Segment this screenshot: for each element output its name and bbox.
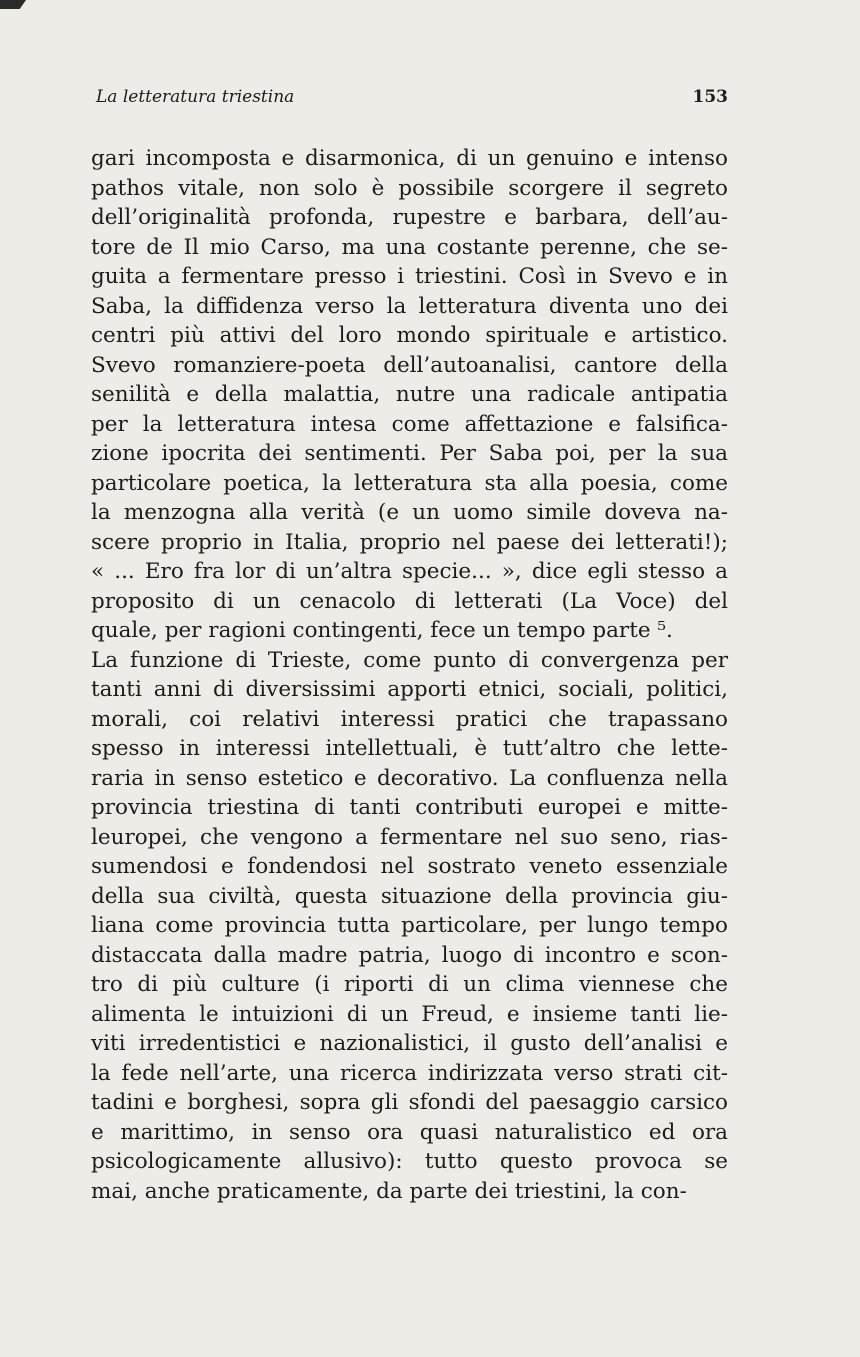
text-line: psicologicamente allusivo): tutto questo provoca se	[91, 1149, 728, 1174]
text-line: liana come provincia tutta particolare, per lungo tempo	[91, 913, 728, 938]
scan-corner-mark	[0, 0, 26, 9]
text-line: distaccata dalla madre patria, luogo di incontro e scon-	[91, 942, 728, 968]
text-line: mai, anche praticamente, da parte dei triestini, la con-	[91, 1178, 687, 1204]
text-line: pathos vitale, non solo è possibile scorgere il segreto	[91, 175, 728, 201]
text-line: zione ipocrita dei sentimenti. Per Saba poi, per la sua	[91, 441, 728, 466]
text-line: gari incomposta e disarmonica, di un genuino e intenso	[91, 146, 728, 171]
text-line: tanti anni di diversissimi apporti etnici, sociali, politici,	[91, 677, 728, 702]
text-line: Svevo romanziere-poeta dell’autoanalisi, cantore della	[91, 352, 728, 378]
text-line: tadini e borghesi, sopra gli sfondi del paesaggio carsico	[91, 1090, 728, 1115]
text-line: particolare poetica, la letteratura sta alla poesia, come	[91, 470, 728, 496]
text-line: viti irredentistici e nazionalistici, il gusto dell’analisi e	[91, 1031, 728, 1056]
running-title: La letteratura triestina	[96, 87, 295, 107]
text-line: tro di più culture (i riporti di un clima viennese che	[91, 972, 728, 997]
text-line: Saba, la diffidenza verso la letteratura diventa uno dei	[91, 293, 728, 319]
text-line: alimenta le intuizioni di un Freud, e insieme tanti lie-	[91, 1001, 728, 1027]
text-line: proposito di un cenacolo di letterati (La Voce) del	[91, 588, 728, 614]
text-line: spesso in interessi intellettuali, è tutt’altro che lette-	[91, 736, 728, 761]
text-line: provincia triestina di tanti contributi europei e mitte-	[91, 795, 728, 820]
body-text	[91, 144, 728, 1206]
text-line: dell’originalità profonda, rupestre e barbara, dell’au-	[91, 205, 728, 230]
text-line: centri più attivi del loro mondo spirituale e artistico.	[91, 323, 728, 348]
text-line: tore de Il mio Carso, ma una costante perenne, che se-	[91, 234, 728, 260]
text-line: della sua civiltà, questa situazione della provincia giu-	[91, 883, 728, 909]
text-line: per la letteratura intesa come affettazione e falsifica-	[91, 411, 728, 437]
text-line: quale, per ragioni contingenti, fece un tempo parte ⁵.	[91, 618, 673, 643]
text-line: scere proprio in Italia, proprio nel paese dei letterati!);	[91, 529, 728, 555]
text-line: guita a fermentare presso i triestini. Così in Svevo e in	[91, 264, 728, 289]
text-line: e marittimo, in senso ora quasi naturalistico ed ora	[91, 1119, 728, 1145]
text-line: sumendosi e fondendosi nel sostrato veneto essenziale	[91, 854, 728, 879]
page-number: 153	[692, 87, 728, 107]
text-line: « ... Ero fra lor di un’altra specie... », dice egli stesso a	[91, 559, 728, 584]
text-line: La funzione di Trieste, come punto di convergenza per	[91, 647, 728, 673]
text-line: morali, coi relativi interessi pratici che trapassano	[91, 706, 728, 732]
text-line: senilità e della malattia, nutre una radicale antipatia	[91, 382, 728, 407]
text-line: leuropei, che vengono a fermentare nel suo seno, rias-	[91, 824, 728, 850]
text-line: raria in senso estetico e decorativo. La confluenza nella	[91, 765, 728, 791]
text-line: la menzogna alla verità (e un uomo simile doveva na-	[91, 500, 728, 525]
text-line: la fede nell’arte, una ricerca indirizzata verso strati cit-	[91, 1060, 728, 1086]
running-head	[96, 84, 728, 110]
